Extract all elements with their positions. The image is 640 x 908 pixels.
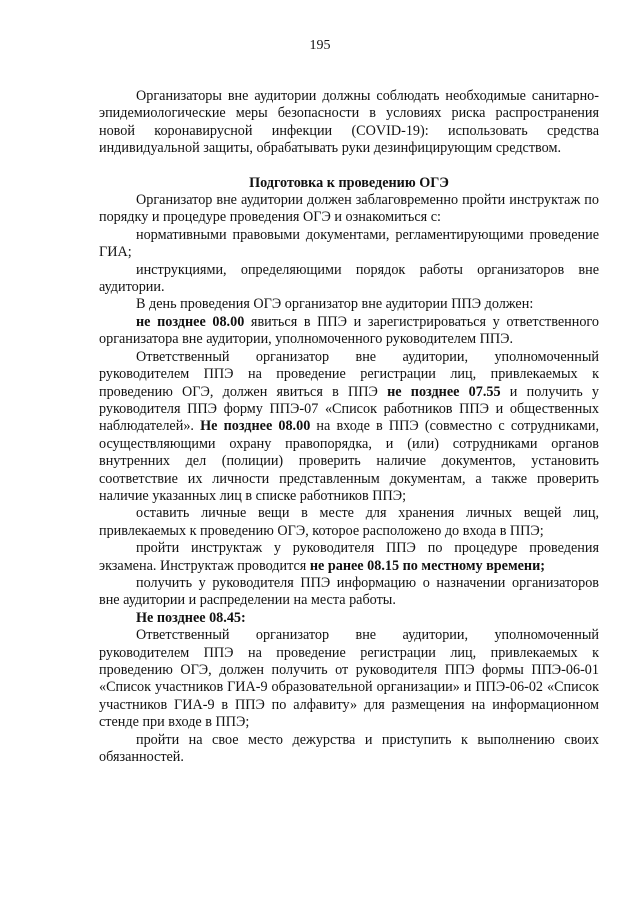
page-number: 195: [309, 38, 331, 53]
paragraph-belongings: оставить личные вещи в месте для хранения личных вещей лиц, привлекаемых к проведению ОГЭ, которое расположено до входа в ППЭ;: [99, 505, 599, 539]
deadline-0755: не позднее 07.55: [387, 383, 501, 400]
section-title: Подготовка к проведению ОГЭ: [249, 174, 449, 191]
paragraph-assignment: получить у руководителя ППЭ информацию о назначении организаторов вне аудитории и распределении на места работы.: [99, 574, 599, 609]
covid-paragraph: Организаторы вне аудитории должны соблюдать необходимые санитарно-эпидемиологические меры безопасности в условиях риска распространения новой коронавирусной инфекции (COVID-19): использовать средства индивидуальной защиты, обрабатывать руки дезинфицирующим средством.: [99, 88, 599, 157]
paragraph-duty-post: пройти на свое место дежурства и приступить к выполнению своих обязанностей.: [99, 731, 599, 766]
deadline-0815: не ранее 08.15 по местному времени;: [309, 557, 546, 574]
paragraph-instructions: инструкциями, определяющими порядок работы организаторов вне аудитории.: [99, 261, 599, 296]
paragraph-briefing: пройти инструктаж у руководителя ППЭ по процедуре проведения экзамена. Инструктаж проводится не ранее 08.15 по местному времени;: [99, 540, 599, 574]
paragraph-lists: Ответственный организатор вне аудитории, уполномоченный руководителем ППЭ на проведение регистрации лиц, привлекаемых к проведению ОГЭ, должен получить от руководителя ППЭ формы ППЭ-06-01 «Список участников ГИА-9 образовательной организации» и ППЭ-06-02 «Список участников ГИА-9 в ППЭ по алфавиту» для размещения на информационном стенде при входе в ППЭ;: [99, 627, 599, 731]
deadline-0800: не позднее 08.00: [136, 313, 245, 330]
deadline-0800-entry: Не позднее 08.00: [200, 418, 311, 435]
paragraph-exam-day: В день проведения ОГЭ организатор вне аудитории ППЭ должен:: [136, 296, 534, 313]
document-body: [99, 88, 599, 766]
paragraph-instruction: Организатор вне аудитории должен заблаговременно пройти инструктаж по порядку и процедуре проведения ОГЭ и ознакомиться с:: [99, 192, 599, 226]
paragraph-normative: нормативными правовыми документами, регламентирующими проведение ГИА;: [99, 226, 599, 261]
deadline-0845-heading: Не позднее 08.45:: [136, 609, 246, 626]
paragraph-arrival: не позднее 08.00 явиться в ППЭ и зарегистрироваться у ответственного организатора вне аудитории, уполномоченного руководителем ППЭ.: [99, 313, 599, 348]
paragraph-registration: Ответственный организатор вне аудитории, уполномоченный руководителем ППЭ на проведение регистрации лиц, привлекаемых к проведению ОГЭ, должен явиться в ППЭ не позднее 07.55 и получить у руководителя ППЭ форму ППЭ-07 «Список работников ППЭ и общественных наблюдателей». Не позднее 08.00 на входе в ППЭ (совместно с сотрудниками, осуществляющими охрану правопорядка, и (или) сотрудниками органов внутренних дел (полиции) проверить наличие документов, установить соответствие их личности представленным документам, а также проверить наличие указанных лиц в списке работников ППЭ;: [99, 348, 599, 504]
